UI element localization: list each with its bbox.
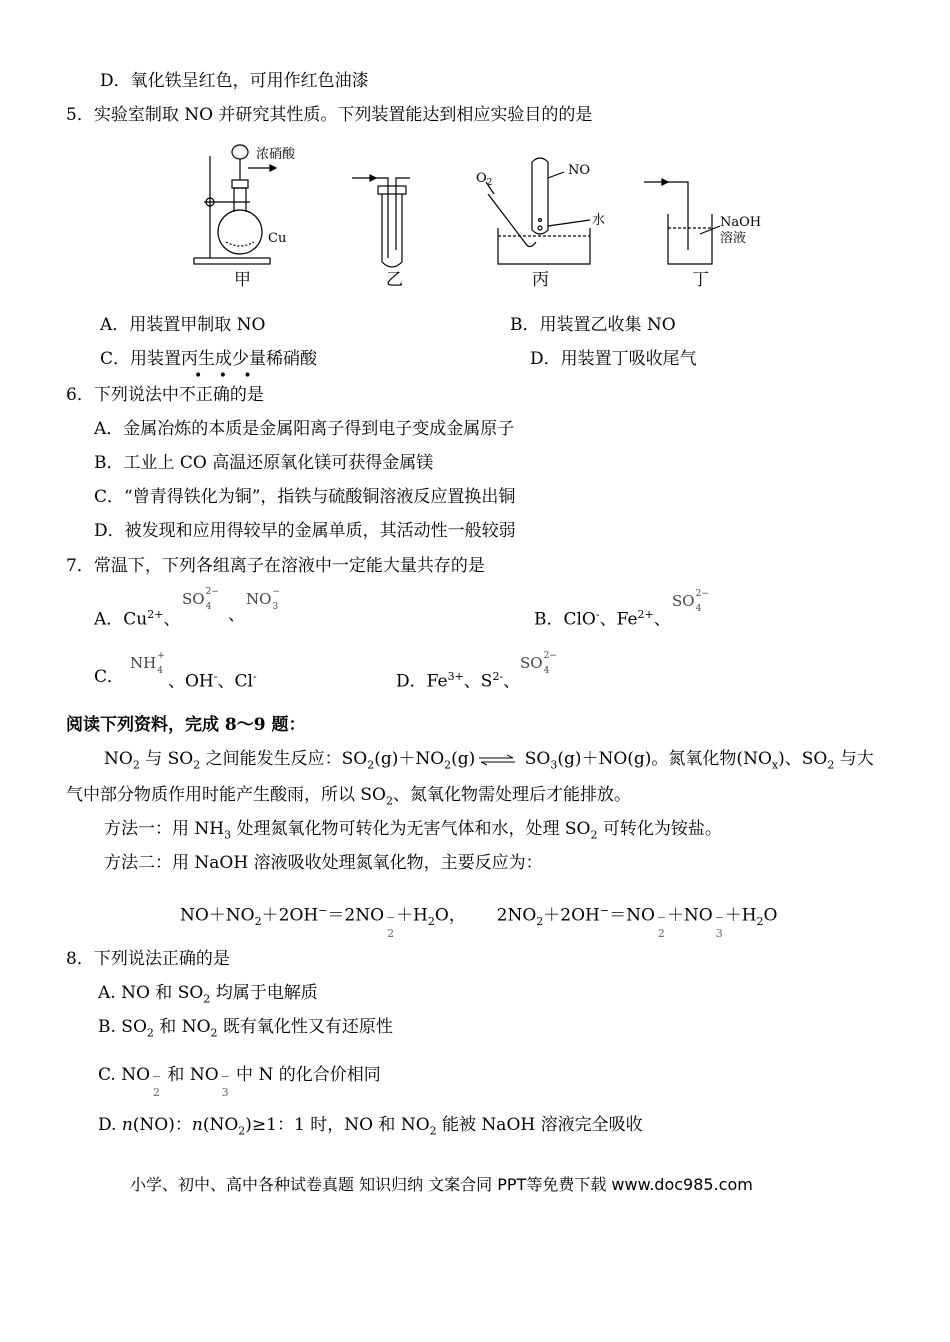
q5-option-b: B．用装置乙收集 NO (510, 315, 676, 335)
q5-option-d: D．用装置丁吸收尾气 (530, 349, 697, 369)
q8-option-c: C. NO − 2 和 NO − 3 中 N 的化合价相同 (98, 1065, 381, 1099)
q8-option-b: B. $SO_2$ 和 $NO_2$ 既有氧化性又有还原性 (98, 1017, 393, 1040)
q6-option-c: C．“曾青得铁化为铜”，指铁与硫酸铜溶液反应置换出铜 (94, 487, 516, 507)
q7-a-no3: NO − 3 (246, 587, 280, 612)
q7-c-nh4: NH + 4 (130, 651, 165, 676)
fig-conc-nitric-acid-label: 浓硝酸 (256, 147, 296, 162)
reading-method2: 方法二：用 NaOH 溶液吸收处理氮氧化物，主要反应为： (104, 853, 543, 873)
q7-d-so4: SO 2− 4 (520, 651, 557, 676)
q6-option-a: A．金属冶炼的本质是金属阳离子得到电子变成金属原子 (94, 419, 515, 439)
q5-option-a: A．用装置甲制取 NO (100, 315, 266, 335)
fig-water-label: 水 (592, 213, 606, 228)
fig-cu-label: Cu (268, 231, 287, 246)
q8-option-a: A. NO 和 $SO_2$ 均属于电解质 (98, 983, 318, 1006)
fig-solution-label: 溶液 (720, 231, 747, 246)
q7-option-c-label: C． (94, 667, 125, 687)
reading-para1-line1: $NO_2$ 与 $SO_2$ 之间能发生反应：$SO_2(g)+NO_2(g)$ $SO_3(g)+NO(g)$。氮氧化物$(NO_x)$、$SO_2$ 与大 (104, 749, 874, 772)
q6-option-d: D．被发现和应用得较早的金属单质，其活动性一般较弱 (94, 521, 516, 541)
emphasis-dots: • • • (194, 368, 258, 384)
q5-stem: 5．实验室制取 NO 并研究其性质。下列装置能达到相应实验目的的是 (66, 105, 593, 125)
q5-apparatus-figure (190, 138, 770, 290)
apparatus-b-figure (352, 175, 410, 267)
apparatus-a-caption: 甲 (234, 270, 251, 290)
q7-option-d: D．$Fe^{3+}$、$S^{2-}$、 (396, 670, 521, 692)
reading-equations: $NO+NO_2+2OH^-=2NO$ − 2 $+H_2O$， $2NO_2+2OH^-=NO$ − 2 ＋NO − 3 $+H_2O$ (180, 904, 778, 940)
q8-option-d: D. n(NO)：$n(NO_2)\ge 1$：1 时，NO 和 $NO_2$ 能被 NaOH 溶液完全吸收 (98, 1115, 643, 1138)
q6-stem-emphasis: 不正确 (178, 385, 230, 405)
fig-o2-label: $O_2$ (476, 171, 493, 188)
q7-option-b: B．ClO-、$Fe^{2+}$、 (534, 608, 671, 630)
q7-option-a: A．$Cu^{2+}$、 (94, 608, 181, 630)
reading-para1-line2: 气中部分物质作用时能产生酸雨，所以 $SO_2$、氮氧化物需处理后才能排放。 (66, 785, 631, 808)
q7-stem: 7．常温下，下列各组离子在溶液中一定能大量共存的是 (66, 556, 485, 576)
apparatus-d-figure (644, 179, 720, 264)
fig-naoh-label: NaOH (720, 215, 762, 230)
apparatus-c-caption: 丙 (532, 270, 549, 290)
q7-a-sep: 、 (228, 605, 245, 625)
q5-option-c: C．用装置丙生成少量稀硝酸 (100, 349, 318, 369)
q6-option-b: B．工业上 CO 高温还原氧化镁可获得金属镁 (94, 453, 434, 473)
equilibrium-arrow-icon (477, 754, 517, 766)
apparatus-a-figure (194, 145, 276, 264)
reading-heading: 阅读下列资料，完成 8～9 题： (66, 715, 306, 735)
apparatus-b-caption: 乙 (386, 270, 403, 290)
q7-a-so4: SO 2− 4 (182, 587, 219, 612)
reading-method1: 方法一：用 $NH_3$ 处理氮氧化物可转化为无害气体和水，处理 $SO_2$ 可转化为铵盐。 (104, 819, 722, 842)
footer-banner: 小学、初中、高中各种试卷真题 知识归纳 文案合同 PPT等免费下载 www.doc985.com (130, 1175, 753, 1194)
q4-option-d: D．氧化铁呈红色，可用作红色油漆 (100, 71, 369, 91)
apparatus-d-caption: 丁 (692, 270, 709, 290)
q8-stem: 8．下列说法正确的是 (66, 949, 230, 969)
q6-stem: 6．下列说法中不正确的是 (66, 385, 264, 405)
q7-b-so4: SO 2− 4 (672, 589, 709, 614)
fig-no-label: NO (568, 163, 591, 178)
q7-option-c-rest: 、OH-、Cl- (168, 670, 257, 692)
